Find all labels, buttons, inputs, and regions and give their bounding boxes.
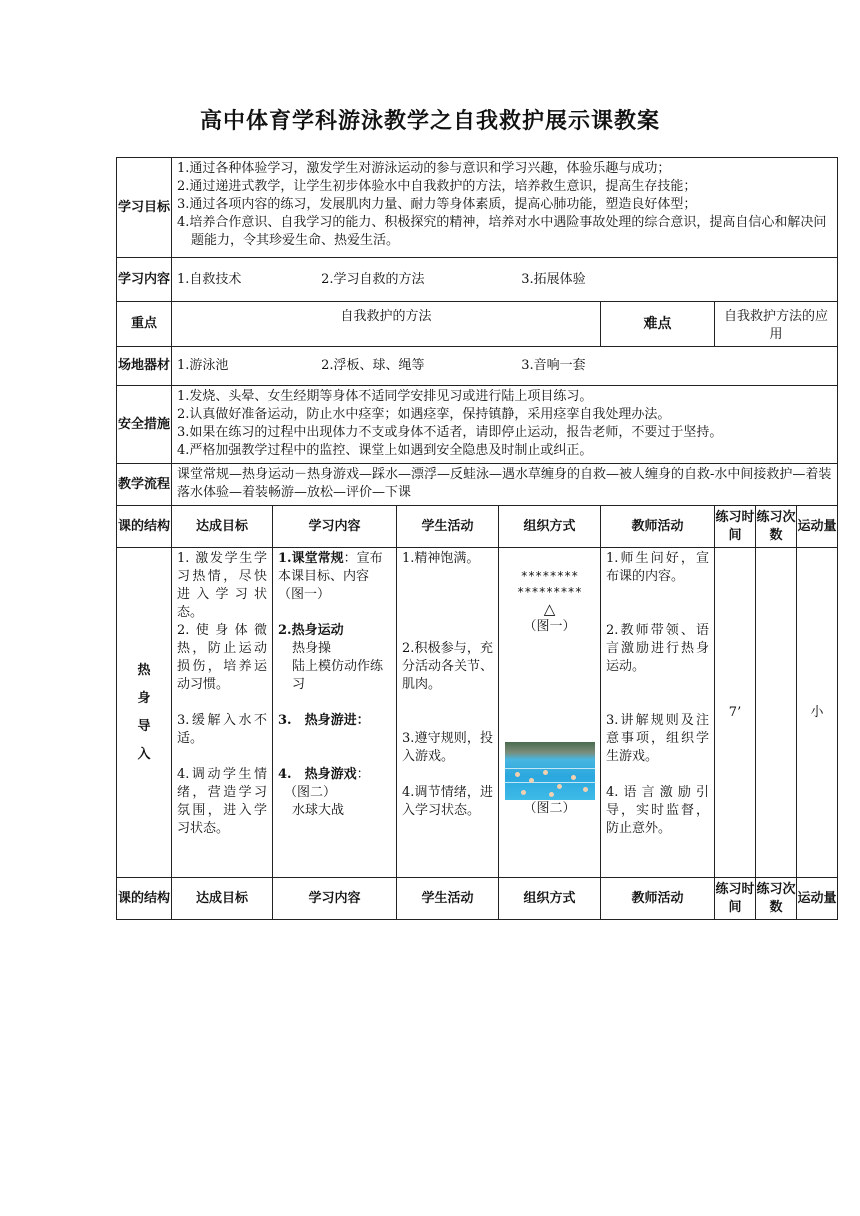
equipment-item: 3.音响一套 [521,358,586,373]
warmup-goal: 1. 激发学生学习热情，尽快进入学习状态。 [177,551,267,620]
safety-label: 安全措施 [117,386,172,464]
content-block-1 [278,550,391,622]
warmup-goal: 2.使身体微热，防止运动损伤，培养运动习惯。 [177,623,267,692]
col-header-practice-count: 练习次数 [756,878,797,920]
key-point-value: 自我救护的方法 [172,302,601,347]
content-block-4 [278,766,391,784]
teacher-activity: 1.师生问好，宣布课的内容。 [606,551,709,584]
swimming-pool-photo [505,742,595,800]
col-header-organization: 组织方式 [499,506,601,548]
col-header-teacher: 教师活动 [601,878,715,920]
warmup-char: 热 [137,662,151,678]
content-1-head: 1.课堂常规 [278,551,344,566]
equipment-item: 1.游泳池 [177,358,229,373]
col-header-load: 运动量 [797,506,838,548]
col-header-student: 学生活动 [397,878,499,920]
warmup-teacher [601,548,715,878]
col-header-load: 运动量 [797,878,838,920]
content-2-line: 热身操 [292,641,332,656]
content-2-head: 2.热身运动 [278,623,344,638]
structure-label: 课的结构 [117,506,172,548]
teacher-activity: 3.讲解规则及注意事项，组织学生游戏。 [606,713,709,764]
goal-item: 4.培养合作意识、自我学习的能力、积极探究的精神，培养对水中遇险事故处理的综合意识，提高自信心和解决问题能力，令其珍爱生命、热爱生活。 [177,215,827,248]
safety-item: 1.发烧、头晕、女生经期等身体不适同学安排见习或进行陆上项目练习。 [177,389,593,404]
difficulty-value: 自我救护方法的应用 [715,302,838,347]
col-header-content: 学习内容 [273,878,397,920]
flow-value: 课堂常规—热身运动－热身游戏—踩水—漂浮—反蛙泳—遇水草缠身的自救—被人缠身的自救-水中间接救护—着装落水体验—着装畅游—放松—评价—下课 [172,464,838,506]
row-goals [117,158,838,258]
equipment-label: 场地器材 [117,347,172,386]
row-equipment [117,347,838,386]
safety-item: 4.严格加强教学过程中的监控、课堂上如遇到安全隐患及时制止或纠正。 [177,443,593,458]
content-cell [172,258,838,302]
content-label: 学习内容 [117,258,172,302]
content-1-rest: ：宣布本课目标、内容（图一） [278,551,383,602]
activity: 1.精神饱满。 [402,551,480,566]
row-structure-header [117,506,838,548]
goals-cell [172,158,838,258]
equipment-item: 2.浮板、球、绳等 [321,358,425,373]
load-value: 小 [797,548,838,878]
teacher-activity: 2.教师带领、语言激励进行热身运动。 [606,623,709,674]
page-title: 高中体育学科游泳教学之自我救护展示课教案 [199,109,660,134]
warmup-char: 入 [137,746,151,762]
row-safety [117,386,838,464]
row-structure-header-repeat [117,878,838,920]
content-4-rest: ： [356,767,370,782]
activity: 3.遵守规则，投入游戏。 [402,731,493,764]
content-item: 2.学习自救的方法 [321,271,425,287]
content-4-line: 水球大战 [292,803,345,818]
col-header-content: 学习内容 [273,506,397,548]
flow-label: 教学流程 [117,464,172,506]
col-header-practice-time: 练习时间 [715,878,756,920]
warmup-activities [397,548,499,878]
key-point-label: 重点 [117,302,172,347]
row-warmup [117,548,838,878]
warmup-char: 身 [137,690,151,706]
structure-label: 课的结构 [117,878,172,920]
goal-item: 2.通过递进式教学，让学生初步体验水中自我救护的方法，培养救生意识，提高生存技能； [177,179,697,194]
teacher-activity: 4.语言激励引导，实时监督，防止意外。 [606,785,709,836]
content-4-line: （图二） [284,785,337,800]
col-header-practice-time: 练习时间 [715,506,756,548]
practice-count-value [756,548,797,878]
goal-item: 1.通过各种体验学习，激发学生对游泳运动的参与意识和学习兴趣，体验乐趣与成功； [177,161,671,176]
col-header-teacher: 教师活动 [601,506,715,548]
figure-1-caption: （图一） [523,619,576,634]
row-key-points [117,302,838,347]
safety-item: 3.如果在练习的过程中出现体力不支或身体不适者，请即停止运动，报告老师，不要过于坚持。 [177,425,723,440]
difficulty-label: 难点 [601,302,715,347]
col-header-practice-count: 练习次数 [756,506,797,548]
warmup-organization [499,548,601,878]
warmup-goal: 4.调动学生情绪，营造学习氛围，进入学习状态。 [177,767,267,836]
teacher-triangle-icon: △ [543,600,556,618]
activity: 2.积极参与，充分活动各关节、肌肉。 [402,641,494,692]
lesson-plan-table [116,157,838,920]
practice-time-value: 7’ [715,548,756,878]
equipment-cell [172,347,838,386]
row-content [117,258,838,302]
warmup-char: 导 [137,718,151,734]
col-header-goals: 达成目标 [172,506,273,548]
goal-item: 3.通过各项内容的练习，发展肌肉力量、耐力等身体素质，提高心肺功能，塑造良好体型； [177,197,697,212]
col-header-goals: 达成目标 [172,878,273,920]
row-flow [117,464,838,506]
content-4-head: 4. 热身游戏 [278,767,357,782]
content-2-line: 陆上模仿动作练习 [292,659,384,692]
content-item: 1.自救技术 [177,271,242,287]
figure-2-caption: （图二） [523,801,576,816]
content-3: 3. 热身游进： [278,713,370,728]
warmup-goals [172,548,273,878]
safety-cell [172,386,838,464]
warmup-goal: 3.缓解入水不适。 [177,713,267,746]
col-header-organization: 组织方式 [499,878,601,920]
content-item: 3.拓展体验 [521,271,586,287]
goals-label: 学习目标 [117,158,172,258]
warmup-contents [273,548,397,878]
formation-row-2: ********* [516,585,583,599]
activity: 4.调节情绪，进入学习状态。 [402,785,493,818]
safety-item: 2.认真做好准备运动，防止水中痉挛；如遇痉挛，保持镇静，采用痉挛自我处理办法。 [177,407,671,422]
col-header-student: 学生活动 [397,506,499,548]
warmup-section-label [117,548,172,878]
formation-row-1: ******** [520,569,579,583]
